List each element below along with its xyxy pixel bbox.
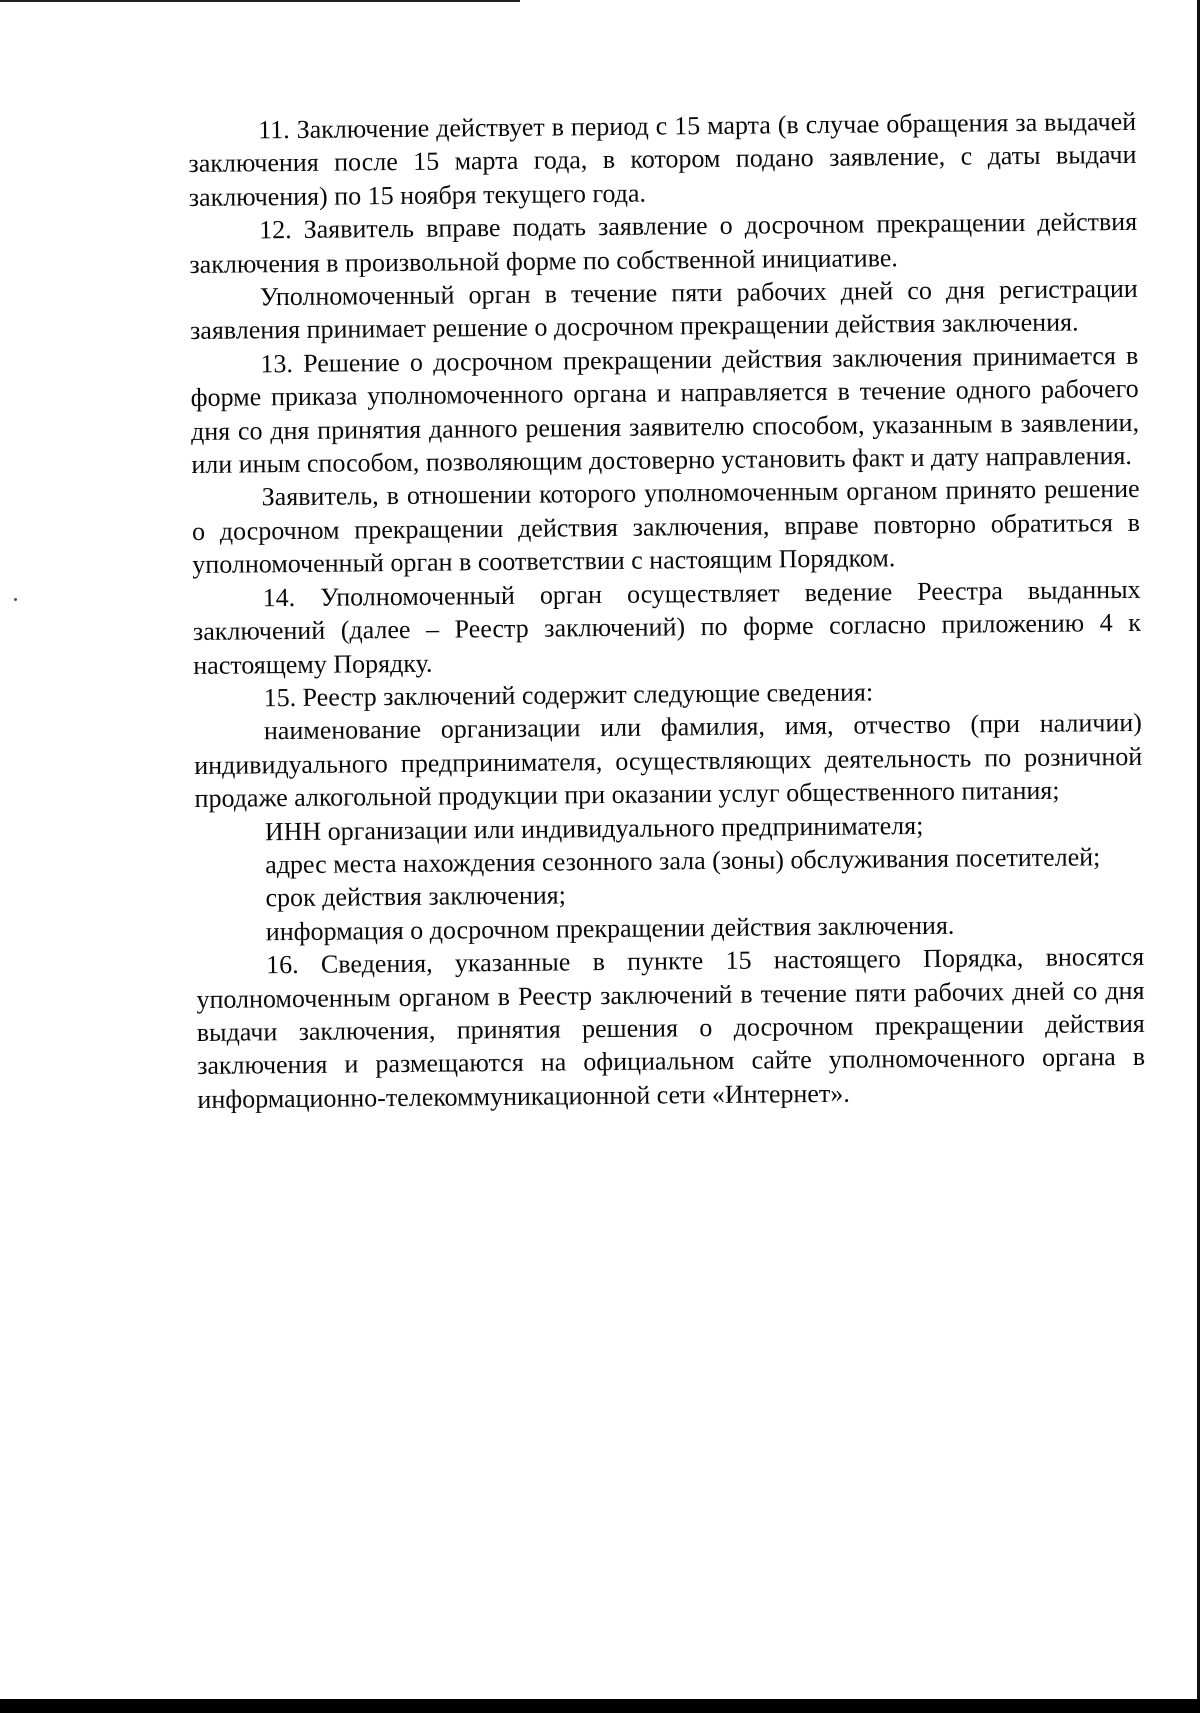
registry-item-name: наименование организации или фамилия, имя, отчество (при наличии) индивидуального предпринимателя, осуществляющих деятельность по розничной продаже алкогольной продукции при оказании услуг общественного питания; <box>194 708 1143 814</box>
paragraph-16: 16. Сведения, указанные в пункте 15 настоящего Порядка, вносятся уполномоченным органом в Реестр заключений в течение пяти рабочих дней со дня выдачи заключения, принятия решения о досрочном прекращении действия заключения и размещаются на официальном сайте уполномоченного органа в информационно-телекоммуникационной сети «Интернет». <box>196 942 1146 1114</box>
paragraph-13: 13. Решение о досрочном прекращении действия заключения принимается в форме приказа уполномоченного органа и направляется в течение одного рабочего дня со дня принятия данного решения заявителю способом, указанным в заявлении, или иным способом, позволяющим достоверно установить факт и дату направления. <box>190 340 1140 480</box>
document-body <box>188 105 1146 1116</box>
scan-bottom-edge-band <box>0 1699 1200 1713</box>
paragraph-12: 12. Заявитель вправе подать заявление о досрочном прекращении действия заключения в произвольной форме по собственной инициативе. <box>189 207 1138 279</box>
registry-item-address: адрес места нахождения сезонного зала (зоны) обслуживания посетителей; <box>265 842 1101 880</box>
paragraph-11: 11. Заключение действует в период с 15 марта (в случае обращения за выдачей заключения после 15 марта года, в котором подано заявление, с даты выдачи заключения) по 15 ноября текущего года. <box>188 106 1137 212</box>
registry-item-termination: информация о досрочном прекращении действия заключения. <box>265 910 955 947</box>
registry-item-inn: ИНН организации или индивидуального предпринимателя; <box>264 810 924 846</box>
paragraph-14: 14. Уполномоченный орган осуществляет ведение Реестра выданных заключений (далее – Реестр заключений) по форме согласно приложению 4 к настоящему Порядку. <box>192 574 1142 680</box>
paragraph-12-continuation: Уполномоченный орган в течение пяти рабочих дней со дня регистрации заявления принимает решение о досрочном прекращении действия заключения. <box>189 273 1138 346</box>
scan-speck <box>14 598 17 601</box>
paragraph-13-continuation: Заявитель, в отношении которого уполномоченным органом принято решение о досрочном прекращении действия заключения, вправе повторно обратиться в уполномоченный орган в соответствии с настоящим Порядком. <box>191 474 1141 580</box>
scan-top-edge-line <box>0 0 520 2</box>
registry-item-term: срок действия заключения; <box>265 880 567 913</box>
paragraph-15: 15. Реестр заключений содержит следующие сведения: <box>263 677 874 713</box>
